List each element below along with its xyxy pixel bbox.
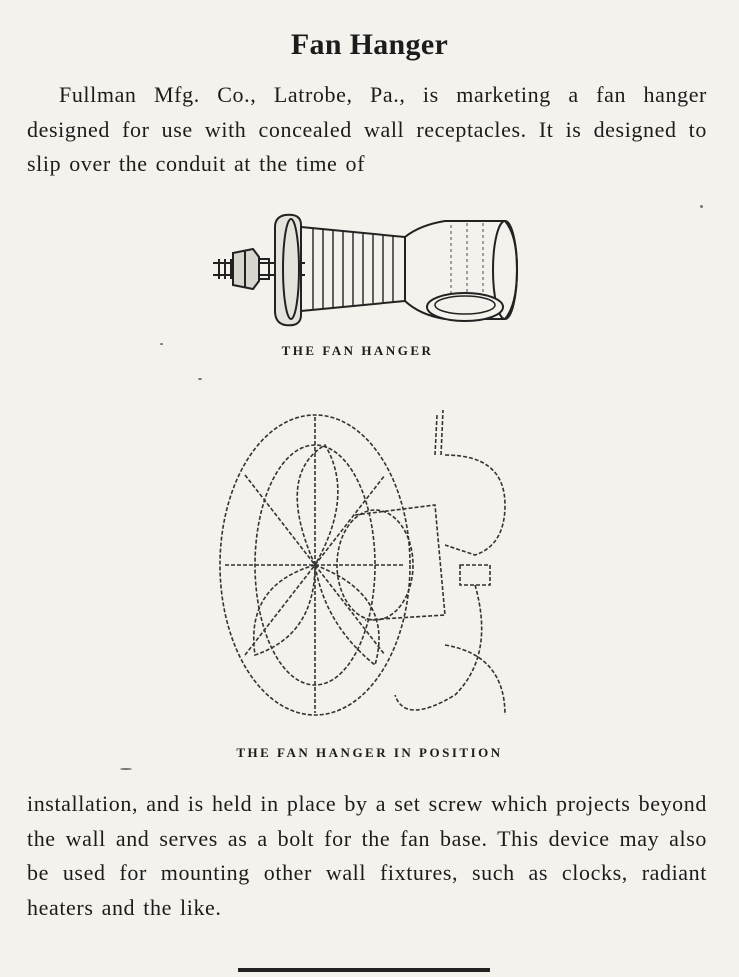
- print-speck: [120, 768, 132, 770]
- figure-1-caption: THE FAN HANGER: [281, 343, 434, 358]
- intro-paragraph: Fullman Mfg. Co., Latrobe, Pa., is marketing a fan hanger designed for use with concealed wall receptacles. It is designed to slip over the conduit at the time of: [27, 82, 707, 176]
- print-speck: [198, 378, 202, 380]
- bottom-rule: [238, 968, 490, 972]
- fan-hanger-illustration: [205, 205, 535, 340]
- print-speck: [700, 205, 703, 208]
- closing-paragraph: installation, and is held in place by a set screw which projects beyond the wall and serves as a bolt for the fan base. This device may also be used for mounting other wall fixtures, such as clocks, radiant heaters and the like.: [27, 791, 707, 920]
- article-title: Fan Hanger: [290, 28, 449, 61]
- figure-2-caption: THE FAN HANGER IN POSITION: [236, 745, 503, 760]
- print-speck: [160, 343, 163, 345]
- fan-in-position-illustration: [205, 395, 545, 735]
